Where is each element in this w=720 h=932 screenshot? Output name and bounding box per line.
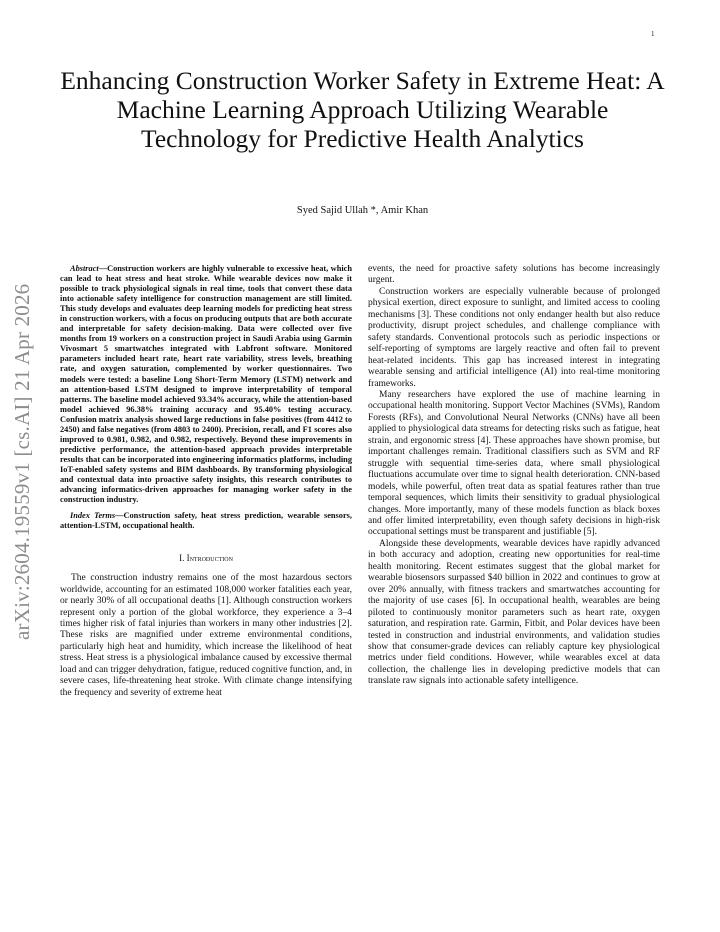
page-number: 1 (651, 30, 655, 38)
intro-paragraph: Construction workers are especially vulnerable because of prolonged physical exertion, direct exposure to sunlight, and limited access to cooling mechanisms [3]. These conditions not only endanger health but also reduce productivity, disrupt project schedules, and challenge compliance with safety standards. Conventional protocols such as periodic inspections or self-reporting of symptoms are largely reactive and often fail to prevent heat-related incidents. This gap has increased interest in integrating wearable sensing and artificial intelligence (AI) into real-time monitoring frameworks. (368, 286, 660, 389)
index-terms-text: —Construction safety, heat stress prediction, wearable sensors, attention-LSTM, occupational health. (60, 511, 352, 531)
author-list: Syed Sajid Ullah *, Amir Khan (296, 205, 429, 216)
abstract-text: —Construction workers are highly vulnerable to excessive heat, which can lead to heat stress and heat stroke. While wearable devices now make it possible to track physiological signals in real time, tools that convert these data into actionable safety intelligence for construction management are still limited. This study develops and evaluates deep learning models for predicting heat stress in construction workers, with a focus on producing outputs that are both accurate and interpretable for safety decision-making. Data were collected over five months from 19 workers on a construction project in Saudi Arabia using Garmin Vivosmart 5 smartwatches integrated with Labfront software. Monitored parameters included heart rate, heart rate variability, stress levels, breathing rate, and oxygen saturation, complemented by worker questionnaires. Two models were tested: a baseline Long Short-Term Memory (LSTM) network and an attention-based LSTM designed to improve interpretability of temporal patterns. The baseline model achieved 93.34% accuracy, while the attention-based model achieved 96.38% training accuracy and 95.40% testing accuracy. Confusion matrix analysis showed large reductions in false positives (from 4412 to 2450) and false negatives (from 4803 to 2400). Precision, recall, and F1 scores also improved to 0.981, 0.982, and 0.982, respectively. Beyond these improvements in predictive performance, the attention-based approach provides interpretable results that can be incorporated into engineering informatics platforms, including IoT-enabled safety systems and BIM dashboards. By transforming physiological and contextual data into proactive safety insights, this research contributes to advancing informatics-driven approaches for managing worker safety in the construction industry. (60, 264, 352, 505)
paper-title: Enhancing Construction Worker Safety in Extreme Heat: A Machine Learning Approach Utilizing Wearable Technology for Predictive Health Analytics (60, 66, 665, 153)
left-column (60, 264, 352, 699)
abstract-lead: Abstract (70, 264, 99, 273)
intro-paragraph-continuation: events, the need for proactive safety solutions has become increasingly urgent. (368, 264, 660, 286)
intro-paragraph: Many researchers have explored the use of machine learning in occupational health monitoring. Support Vector Machines (SVMs), Random Forests (RFs), and Convolutional Neural Networks (CNNs) have all been applied to physiological data streams for detecting risks such as fatigue, heat strain, and ergonomic stress [4]. These approaches have shown promise, but important challenges remain. Traditional classifiers such as SVM and RF struggle with sequential time-series data, where small physiological fluctuations accumulate over time to signal health deterioration. CNN-based models, while powerful, often treat data as spatial features rather than true temporal sequences, which limits their sensitivity to gradual physiological changes. More importantly, many of these models function as black boxes and offer limited interpretability, even though safety decisions in high-risk occupational settings must be transparent and justifiable [5]. (368, 389, 660, 538)
intro-paragraph: Alongside these developments, wearable devices have rapidly advanced in both accuracy and adoption, creating new opportunities for real-time health monitoring. Recent estimates suggest that the global market for wearable biosensors surpassed $40 billion in 2022 and continues to grow at over 20% annually, with fitness trackers and smartwatches accounting for the majority of use cases [6]. In occupational health, wearables are being piloted to continuously monitor parameters such as heart rate, oxygen saturation, and respiration rate. Garmin, Fitbit, and Polar devices have been tested in construction and industrial environments, and validation studies show that consumer-grade devices can reliably capture key physiological metrics under field conditions. However, while wearables excel at data collection, the challenge lies in developing predictive models that can translate raw signals into actionable safety intelligence. (368, 538, 660, 687)
index-terms (60, 511, 352, 531)
section-heading-introduction: I. Introduction (179, 553, 233, 564)
index-terms-lead: Index Terms (70, 511, 116, 521)
right-column (368, 264, 660, 688)
intro-paragraph: The construction industry remains one of the most hazardous sectors worldwide, accounting for an estimated 108,000 worker fatalities each year, or nearly 30% of all occupational deaths [1]. Although construction workers represent only a portion of the global workforce, they experience a 3–4 times higher risk of fatal injuries than workers in many other industries [2]. These risks are magnified under extreme environmental conditions, particularly high heat and humidity, which increase the likelihood of heat stress. Heat stress is a physiological imbalance caused by excessive thermal load and can trigger dehydration, fatigue, reduced cognitive function, and, in severe cases, life-threatening heat stroke. With climate change intensifying the frequency and severity of extreme heat (60, 573, 352, 698)
arxiv-identifier-stamp[interactable]: arXiv:2604.19559v1 [cs.AI] 21 Apr 2026 (10, 283, 34, 640)
abstract (60, 264, 352, 505)
